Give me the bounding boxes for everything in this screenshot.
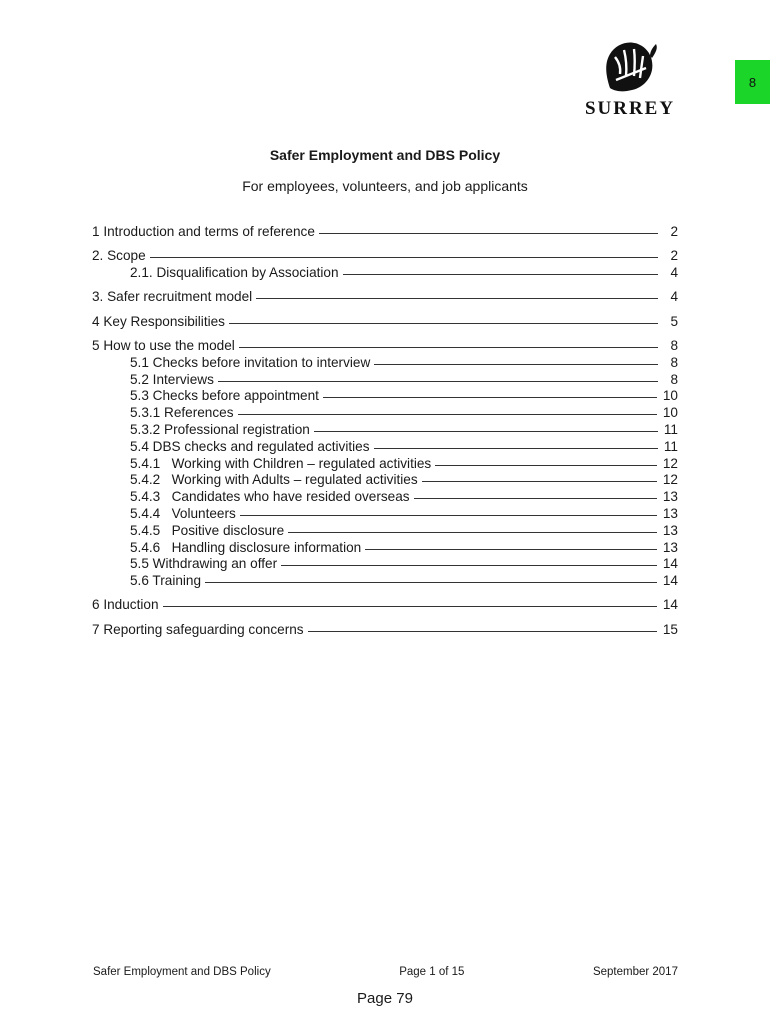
toc-leader-line bbox=[205, 582, 657, 583]
toc-entry-label: 5.4.4 Volunteers bbox=[130, 505, 236, 521]
toc-leader-line bbox=[319, 233, 658, 234]
toc-leader-line bbox=[414, 498, 657, 499]
toc-entry[interactable] bbox=[92, 355, 678, 372]
toc-entry[interactable] bbox=[92, 472, 678, 489]
toc-entry[interactable] bbox=[92, 573, 678, 590]
toc-leader-line bbox=[218, 381, 658, 382]
toc-entry-page: 4 bbox=[670, 289, 678, 305]
toc-leader-line bbox=[343, 274, 658, 275]
toc-leader-line bbox=[314, 431, 658, 432]
toc-entry-label: 5.5 Withdrawing an offer bbox=[130, 556, 278, 572]
toc-entry-page: 10 bbox=[662, 388, 678, 404]
toc-entry-label: 5.3 Checks before appointment bbox=[130, 388, 319, 404]
toc-entry-page: 8 bbox=[670, 337, 678, 353]
toc-leader-line bbox=[163, 606, 657, 607]
toc-entry-page: 13 bbox=[662, 522, 678, 538]
toc-entry-page: 14 bbox=[662, 597, 678, 613]
toc-leader-line bbox=[281, 565, 657, 566]
toc-entry-page: 12 bbox=[662, 472, 678, 488]
toc-entry[interactable] bbox=[92, 289, 678, 306]
toc-entry[interactable] bbox=[92, 265, 678, 282]
toc-entry-label: 5 How to use the model bbox=[92, 337, 235, 353]
toc-entry-page: 14 bbox=[662, 556, 678, 572]
toc-leader-line bbox=[308, 631, 657, 632]
table-of-contents bbox=[92, 224, 678, 639]
surrey-oak-leaf-icon bbox=[578, 40, 682, 96]
toc-entry-page: 2 bbox=[670, 224, 678, 239]
footer-page-count: Page 1 of 15 bbox=[399, 966, 465, 978]
toc-leader-line bbox=[374, 364, 658, 365]
toc-entry-label: 5.4.5 Positive disclosure bbox=[130, 522, 285, 538]
toc-entry-label: 7 Reporting safeguarding concerns bbox=[92, 621, 304, 637]
toc-leader-line bbox=[229, 323, 658, 324]
toc-leader-line bbox=[422, 481, 657, 482]
document-subtitle: For employees, volunteers, and job applicants bbox=[242, 178, 528, 194]
toc-leader-line bbox=[239, 347, 658, 348]
toc-entry-label: 2.1. Disqualification by Association bbox=[130, 265, 339, 281]
toc-entry[interactable] bbox=[92, 456, 678, 473]
toc-entry-label: 5.3.2 Professional registration bbox=[130, 421, 310, 437]
toc-entry[interactable] bbox=[92, 556, 678, 573]
toc-entry[interactable] bbox=[92, 506, 678, 523]
surrey-logo bbox=[578, 40, 682, 120]
toc-entry-page: 8 bbox=[670, 354, 678, 370]
toc-entry-label: 4 Key Responsibilities bbox=[92, 313, 225, 329]
toc-entry-page: 13 bbox=[662, 489, 678, 505]
toc-entry-page: 14 bbox=[662, 573, 678, 589]
toc-entry[interactable] bbox=[92, 338, 678, 355]
toc-leader-line bbox=[288, 532, 657, 533]
toc-entry[interactable] bbox=[92, 405, 678, 422]
toc-entry-label: 5.6 Training bbox=[130, 573, 202, 589]
toc-leader-line bbox=[365, 549, 657, 550]
page-footer bbox=[93, 966, 678, 978]
toc-entry-label: 5.2 Interviews bbox=[130, 371, 214, 387]
toc-entry-label: 5.4.3 Candidates who have resided overseas bbox=[130, 489, 410, 505]
toc-leader-line bbox=[238, 414, 657, 415]
footer-date: September 2017 bbox=[592, 966, 678, 978]
toc-leader-line bbox=[256, 298, 658, 299]
toc-entry-page: 15 bbox=[662, 621, 678, 637]
toc-entry-label: 5.4.6 Handling disclosure information bbox=[130, 539, 362, 555]
toc-entry[interactable] bbox=[92, 422, 678, 439]
toc-entry-label: 5.3.1 References bbox=[130, 405, 234, 421]
toc-entry-page: 12 bbox=[662, 455, 678, 471]
toc-entry-page: 2 bbox=[670, 248, 678, 264]
toc-entry-page: 11 bbox=[663, 421, 678, 437]
toc-entry[interactable] bbox=[92, 540, 678, 557]
toc-leader-line bbox=[435, 465, 657, 466]
page-tab-label: 8 bbox=[748, 74, 757, 90]
toc-entry-label: 1 Introduction and terms of reference bbox=[92, 224, 315, 239]
toc-entry-page: 8 bbox=[670, 371, 678, 387]
toc-entry[interactable] bbox=[92, 224, 678, 241]
toc-entry-page: 10 bbox=[662, 405, 678, 421]
toc-entry[interactable] bbox=[92, 248, 678, 265]
toc-entry-page: 4 bbox=[670, 265, 678, 281]
document-title: Safer Employment and DBS Policy bbox=[269, 147, 501, 163]
toc-entry-page: 13 bbox=[662, 539, 678, 555]
toc-entry[interactable] bbox=[92, 372, 678, 389]
toc-entry[interactable] bbox=[92, 439, 678, 456]
toc-entry-page: 13 bbox=[662, 505, 678, 521]
toc-entry[interactable] bbox=[92, 622, 678, 639]
page-tab[interactable] bbox=[735, 60, 770, 104]
toc-entry-page: 11 bbox=[663, 438, 678, 454]
toc-entry[interactable] bbox=[92, 314, 678, 331]
toc-entry-label: 5.4.2 Working with Adults – regulated activities bbox=[130, 472, 418, 488]
toc-leader-line bbox=[240, 515, 657, 516]
toc-leader-line bbox=[374, 448, 658, 449]
toc-entry[interactable] bbox=[92, 523, 678, 540]
toc-entry-label: 6 Induction bbox=[92, 597, 159, 613]
footer-document-title: Safer Employment and DBS Policy bbox=[93, 966, 271, 978]
toc-entry-label: 2. Scope bbox=[92, 248, 146, 264]
toc-leader-line bbox=[150, 257, 658, 258]
toc-entry[interactable] bbox=[92, 489, 678, 506]
toc-entry[interactable] bbox=[92, 597, 678, 614]
toc-entry-page: 5 bbox=[670, 313, 678, 329]
toc-entry-label: 5.1 Checks before invitation to interview bbox=[130, 354, 371, 370]
toc-entry-label: 5.4.1 Working with Children – regulated activities bbox=[130, 455, 432, 471]
logo-wordmark: SURREY bbox=[584, 98, 676, 119]
toc-leader-line bbox=[323, 397, 657, 398]
toc-entry[interactable] bbox=[92, 388, 678, 405]
toc-entry-label: 3. Safer recruitment model bbox=[92, 289, 253, 305]
toc-entry-label: 5.4 DBS checks and regulated activities bbox=[130, 438, 370, 454]
page-number: Page 79 bbox=[357, 990, 413, 1007]
